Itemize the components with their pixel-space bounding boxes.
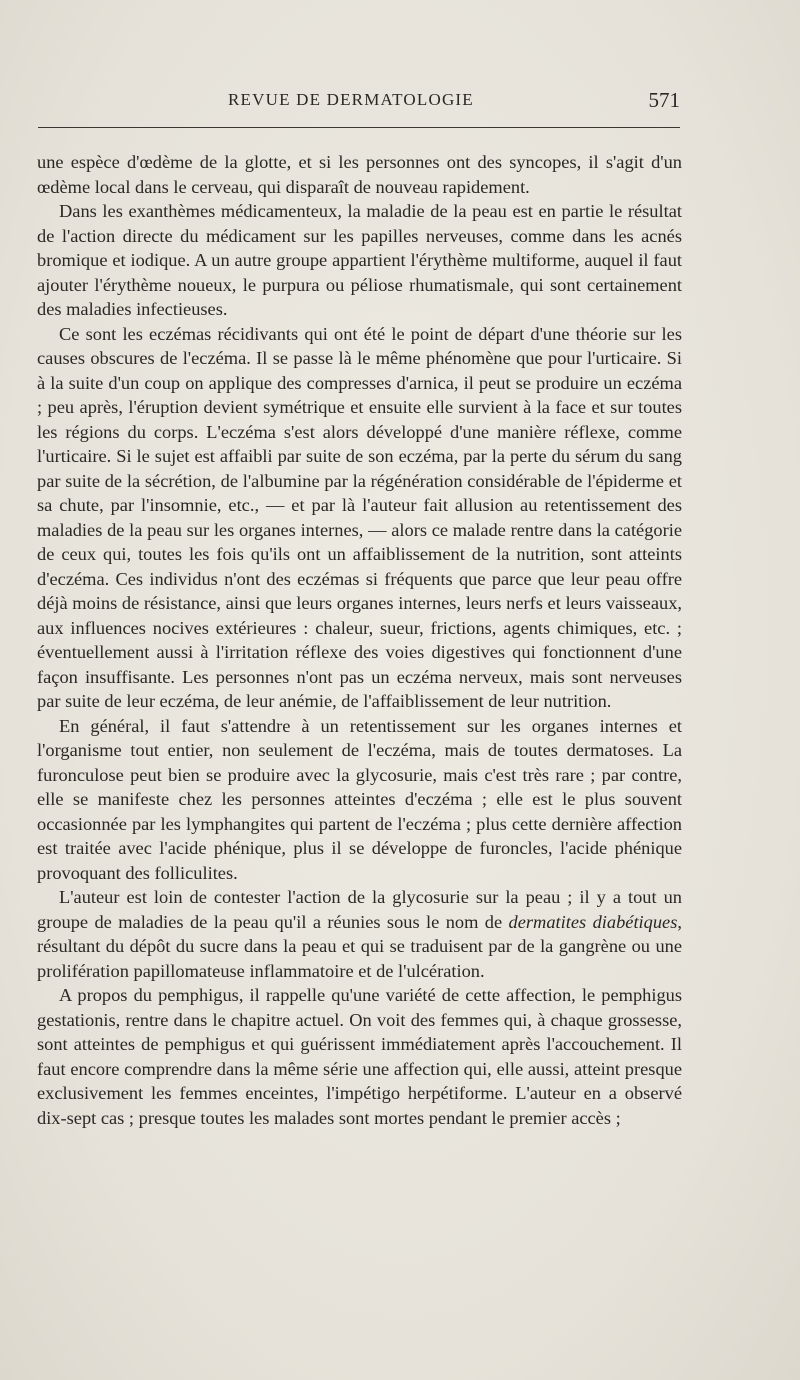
page-number: 571 [648, 88, 680, 112]
paragraph-1: une espèce d'œdème de la glotte, et si les personnes ont des syncopes, il s'agit d'un œdème local dans le cerveau, qui disparaît de nouveau rapidement. [37, 152, 682, 197]
paragraph-3: Ce sont les eczémas récidivants qui ont été le point de départ d'une théorie sur les causes obscures de l'eczéma. Il se passe là le même phénomène que pour l'urticaire. Si à la suite d'un coup on applique des compresses d'arnica, il peut se produire un eczéma ; peu après, l'éruption devient symétrique et ensuite elle survient à la face et sur toutes les régions du corps. L'eczéma s'est alors développé d'une manière réflexe, comme l'urticaire. Si le sujet est affaibli par suite de son eczéma, par la perte du sérum du sang par suite de la sécrétion, de l'albumine par la régénération considérable de l'épiderme et sa chute, par l'insomnie, etc., — et par là l'auteur fait allusion au retentissement des maladies de la peau sur les organes internes, — alors ce malade rentre dans la catégorie de ceux qui, toutes les fois qu'ils ont un affaiblissement de la nutrition, sont atteints d'eczéma. Ces individus n'ont des eczémas si fréquents que parce que leur peau offre déjà moins de résistance, ainsi que leurs organes internes, leurs nerfs et leurs vaisseaux, aux influences nocives extérieures : chaleur, sueur, frictions, agents chimiques, etc. ; éventuellement aussi à l'irritation réflexe des voies digestives qui fonctionnent d'une façon insuffisante. Les personnes n'ont pas un eczéma nerveux, mais sont nerveuses par suite de leur eczéma, de leur anémie, de l'affaiblissement de leur nutrition. [37, 323, 682, 711]
paragraph-5-part-1: L'auteur est loin de contester l'action de la glycosurie sur la peau ; il y a tout un groupe de maladies de la peau qu'il a réunies sous le nom de [37, 887, 682, 932]
paragraph-5 [37, 885, 682, 983]
header-rule [38, 127, 680, 128]
paragraph-6: A propos du pemphigus, il rappelle qu'une variété de cette affection, le pemphigus gestationis, rentre dans le chapitre actuel. On voit des femmes qui, à chaque grossesse, sont atteintes de pemphigus et qui guérissent immédiatement après l'accouchement. Il faut encore comprendre dans la même série une affection qui, elle aussi, atteint presque exclusivement les femmes enceintes, l'impétigo herpétiforme. L'auteur en a observé dix-sept cas ; presque toutes les malades sont mortes pendant le premier accès ; [37, 985, 682, 1128]
paragraph-2: Dans les exanthèmes médicamenteux, la maladie de la peau est en partie le résultat de l'action directe du médicament sur les papilles nerveuses, comme dans les acnés bromique et iodique. A un autre groupe appartient l'érythème multiforme, auquel il faut ajouter l'érythème noueux, le purpura ou péliose rhumatismale, qui sont certainement des maladies infectieuses. [37, 201, 682, 319]
body-text [37, 150, 682, 1130]
paragraph-4: En général, il faut s'attendre à un retentissement sur les organes internes et l'organisme tout entier, non seulement de l'eczéma, mais de toutes dermatoses. La furonculose peut bien se produire avec la glycosurie, mais c'est très rare ; par contre, elle se manifeste chez les personnes atteintes d'eczéma ; elle est le plus souvent occasionnée par les lymphangites qui partent de l'eczéma ; plus cette dernière affection est traitée avec l'acide phénique, plus il se développe de furoncles, l'acide phénique provoquant des folliculites. [37, 715, 682, 883]
page-header [38, 88, 684, 118]
italic-term: dermatites diabétiques [508, 911, 678, 932]
running-title: REVUE DE DERMATOLOGIE [228, 90, 474, 109]
paragraph-5-part-2: , résultant du dépôt du sucre dans la peau et qui se traduisent par de la gangrène ou une prolifération papillomateuse inflammatoire et de l'ulcération. [37, 911, 682, 981]
